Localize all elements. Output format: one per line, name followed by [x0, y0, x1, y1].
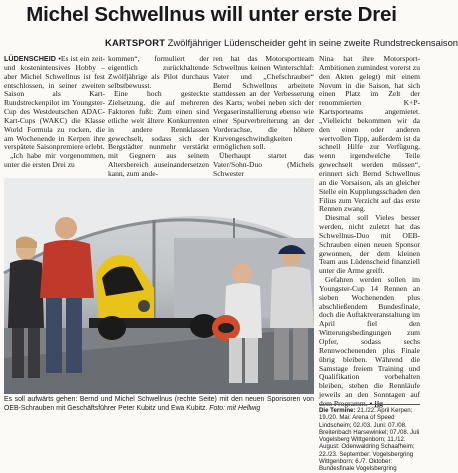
- signature-text: jjg: [374, 398, 383, 408]
- person-body: [8, 260, 44, 329]
- article-column-4: [319, 55, 420, 409]
- person-leg: [274, 328, 289, 380]
- person-shirt: [270, 267, 314, 329]
- article-paragraph: Überhaupt startet das Vater/Sohn-Duo (Michels Schwester: [213, 151, 314, 178]
- article-column-1: [4, 55, 105, 170]
- photo-caption: [4, 396, 314, 413]
- kicker-label: KARTSPORT: [105, 37, 166, 48]
- article-photo: [4, 178, 314, 394]
- article-paragraph: Nina hat ihre Motorsport-Ambitionen zumindest vorerst zu den Akten gelegt) mit einem Novum in die Saison, hat sich einen Platz im Zelt der renommierten K+P-Kartsporteams angemietet. „Vielleicht bekommen wir da den einen oder anderen wertvollen Tipp, außerdem ist da schnell Hilfe zur Verfügung, wenn irgendwelche Teile gewechselt werden müssen“, erinnert sich Bernd Schwellnus an die Vorsaison, als an gleicher Stelle ein Kupplungsschaden den Filius zum Verzicht auf das erste Rennen zwang.: [319, 54, 420, 214]
- article-paragraph: Diesmal soll Vieles besser werden, nicht zuletzt hat das Schwellnus-Duo mit OEB-Schrauben einen neuen Sponsor gewonnen, der dem kleinen Team aus Lüdenscheid finanziell unter die Arme greift.: [319, 213, 420, 276]
- article-text: Es ist ein zeit- und kostenintensives Hobby – aber Michel Schwellnus ist fest entschlossen, in seiner zweiten Saison als Kart-Rundstreckenpilot im Youngster-Cup des Westdeutschen ADAC-Kart-Cups (WAKC) die Klasse World Formula zu rocken, die am Wochenende in Kerpen ihre verspätete Saisonpremiere erlebt.: [4, 54, 106, 152]
- article-paragraph: „Ich habe mir vorgenommen, unter die ersten Drei zu: [4, 151, 105, 170]
- article-paragraph: [319, 276, 420, 409]
- article-text: Gefahren werden sollen im Youngster-Cup 14 Rennen an sieben Wochenenden plus abschließendem Bundesfinale, doch die Auftaktveranstaltung im April fiel den Witterungsbedingungen zum Opfer, sodass sechs Rennwochenenden plus Finale übrig bleiben. Während die Samstage freiem Training und Qualifikation vorbehalten bleiben, stehen die Rennläufe jeweils an den Sonntagen auf dem Programm.: [319, 275, 420, 408]
- dates-box: [319, 404, 420, 473]
- dates-text: 21./22. April Kerpen; 19./20. Mai: Arena of Speed Lindscheim; 02./03. Juni: 07./08. Breitenbach Harsewinkel; 07./08. Juli Vogelsberg Wittgenborn; 11./12. August: Odenwaldring Schaafheim; 22./23. September: Vogelsbergring Wittgenborn; 6./7. Oktober: Bundesfinale Vogelsbergring: [319, 407, 420, 473]
- dateline: LÜDENSCHEID •: [4, 54, 61, 63]
- article-paragraph: kommen“, formuliert der eigentlich zurückhaltende Zwölfjährige als Pilot durchaus selbstbewusst.: [108, 54, 209, 90]
- article-paragraph: Eine hoch gesteckte Zielsetzung, die auf mehreren Faktoren fußt: Zum einen sind etliche weit ältere Konkurrenten in andere Rennklassen gewechselt, sodass sich der Bergstädter nunmehr verstärkt mit Gegnern aus seinem Altersbereich auseinandersetzen kann, zum ande-: [108, 89, 209, 178]
- kicker-text: Zwölfjähriger Lüdenscheider geht in seine zweite Rundstreckensaison: [167, 37, 458, 48]
- person-shirt: [40, 240, 94, 298]
- person-head: [55, 217, 77, 239]
- person-leg: [46, 298, 62, 373]
- helmet-visor: [218, 323, 234, 333]
- person-leg: [293, 328, 308, 380]
- person-leg: [245, 338, 258, 383]
- author-signature: ▪ jjg: [369, 398, 383, 408]
- person-leg: [229, 338, 242, 383]
- person-leg: [12, 328, 24, 378]
- article-column-3: [213, 55, 314, 179]
- person-leg: [28, 328, 40, 378]
- person-leg: [66, 298, 82, 373]
- caption-text: Es soll aufwärts gehen: Bernd und Michel Schwellnus (rechte Seite) mit den neuen Sponsoren von OEB-Schrauben mit Geschäftsführer Peter Kubitz und Ewa Kubitz.: [4, 396, 314, 412]
- article-column-2: [108, 55, 209, 179]
- article-paragraph: ren hat das Motorsportteam Schwellnus keinen Winterschlaf: Vater und „Chefschrauber“ Bernd Schwellnus arbeitete stattdessen an der Verbesserung des Karts, wobei neben sich der Vergaserinstallierung ebenso wie einer Spurverbreiterung an der Vorderachse, die höhere Kurvengeschwindigkeiten ermöglichen soll.: [213, 54, 314, 152]
- headline: Michel Schwellnus will unter erste Drei: [26, 3, 397, 26]
- photo-illustration: [4, 178, 314, 394]
- photo-credit: Foto: mit Hellwig: [209, 404, 261, 412]
- kicker: [105, 36, 458, 49]
- article-paragraph: [4, 55, 105, 152]
- dates-label: Die Termine:: [319, 407, 356, 414]
- kart-wheel: [98, 316, 126, 340]
- kart-steering: [138, 300, 150, 312]
- person-head: [232, 263, 252, 283]
